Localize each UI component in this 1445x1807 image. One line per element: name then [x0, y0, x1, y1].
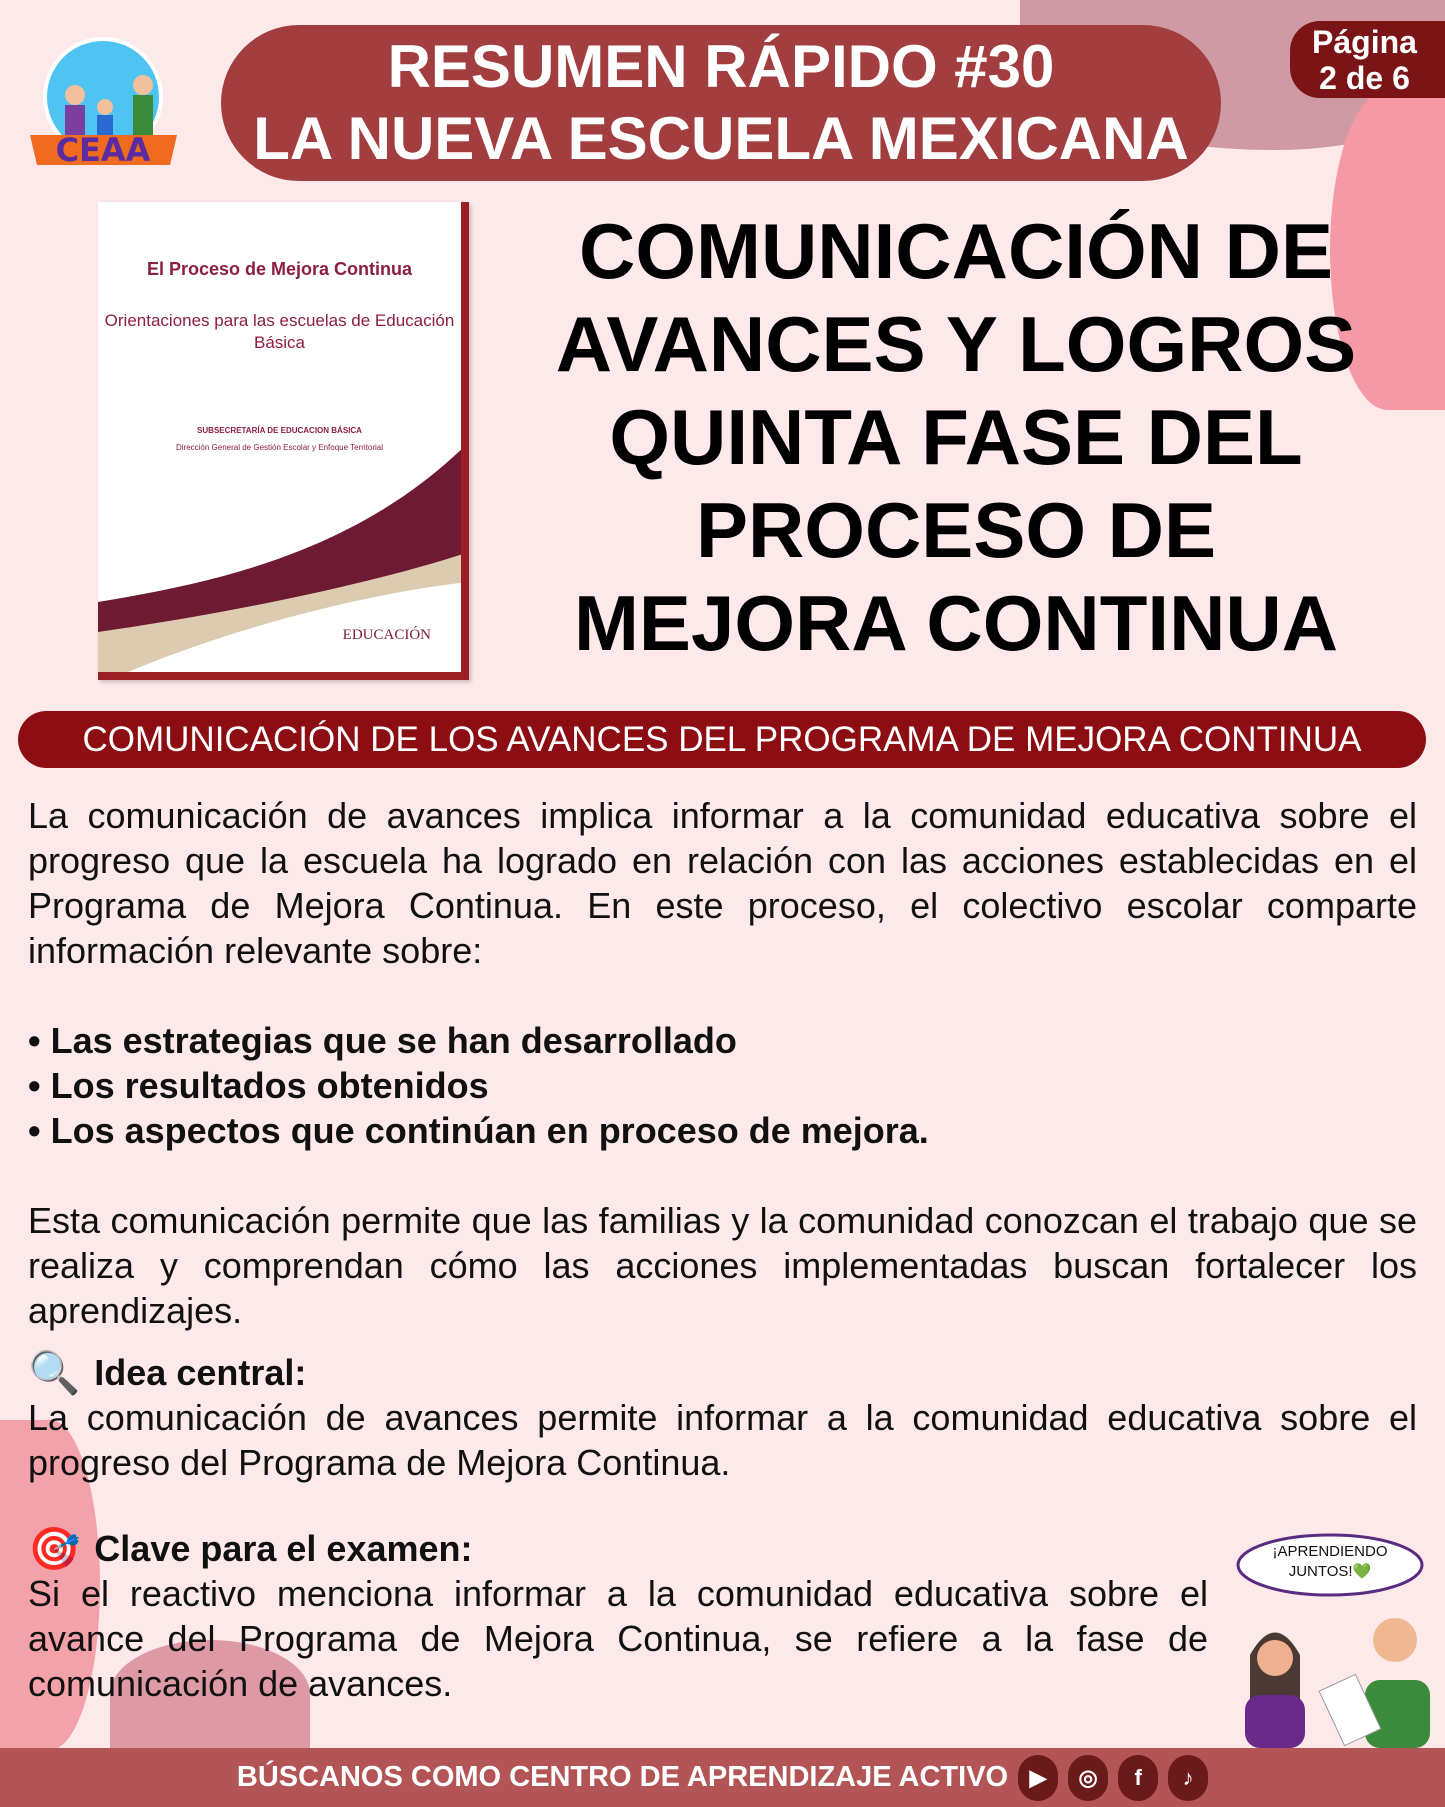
book-org: SUBSECRETARÍA DE EDUCACION BÁSICA: [197, 426, 362, 435]
title-line: PROCESO DE: [695, 486, 1217, 574]
target-icon: 🎯: [28, 1525, 81, 1572]
bullet-item: • Las estrategias que se han desarrollado: [28, 1020, 737, 1061]
page-value: 2 de 6: [1319, 60, 1410, 96]
page-badge: [1290, 21, 1445, 98]
book-brand: EDUCACIÓN: [342, 627, 431, 643]
footer-bar: [0, 1748, 1445, 1807]
bullet-item: • Los resultados obtenidos: [28, 1065, 489, 1106]
idea-text: La comunicación de avances permite informar a la comunidad educativa sobre el progreso del Programa de Mejora Continua.: [28, 1397, 1417, 1483]
intro-paragraph: La comunicación de avances implica informar a la comunidad educativa sobre el progreso que la escuela ha logrado en relación con las acciones establecidas en el Programa de Mejora Continua. En este proceso, el colectivo escolar comparte información relevante sobre:: [28, 795, 1417, 971]
bullet-list: [28, 1018, 1417, 1153]
book-subtitle: Orientaciones para las escuelas de Educación Básica: [104, 311, 455, 352]
title-line: AVANCES Y LOGROS: [555, 300, 1357, 388]
idea-heading: Idea central:: [94, 1352, 307, 1393]
tiktok-icon[interactable]: ♪: [1168, 1755, 1208, 1801]
ceaa-logo: [25, 35, 182, 173]
book-title: El Proceso de Mejora Continua: [146, 259, 413, 279]
magnifier-icon: 🔍: [28, 1349, 81, 1396]
title-line: MEJORA CONTINUA: [573, 579, 1339, 667]
book-cover-image: [98, 202, 469, 680]
youtube-icon[interactable]: ▶: [1018, 1755, 1058, 1801]
page-label: Página: [1312, 24, 1417, 60]
clave-heading: Clave para el examen:: [94, 1528, 473, 1569]
title-line: COMUNICACIÓN DE: [579, 207, 1333, 295]
idea-central: [28, 1350, 1417, 1485]
header-line2: LA NUEVA ESCUELA MEXICANA: [253, 105, 1189, 172]
page-title: [540, 205, 1372, 670]
bubble-text: ¡APRENDIENDO JUNTOS!💚: [1272, 1543, 1388, 1580]
header-pill: [221, 25, 1221, 181]
bullet-item: • Los aspectos que continúan en proceso de mejora.: [28, 1110, 929, 1151]
section-banner: COMUNICACIÓN DE LOS AVANCES DEL PROGRAMA DE MEJORA CONTINUA: [18, 711, 1426, 768]
exam-key: [28, 1526, 1208, 1706]
title-line: QUINTA FASE DEL: [609, 393, 1303, 481]
second-paragraph: Esta comunicación permite que las familias y la comunidad conozcan el trabajo que se realiza y comprendan cómo las acciones implementadas buscan fortalecer los aprendizajes.: [28, 1200, 1417, 1331]
facebook-icon[interactable]: f: [1118, 1755, 1158, 1801]
teachers-illustration: [1230, 1530, 1440, 1748]
clave-text: Si el reactivo menciona informar a la comunidad educativa sobre el avance del Programa de Mejora Continua, se refiere a la fase de comunicación de avances.: [28, 1573, 1208, 1704]
instagram-icon[interactable]: ◎: [1068, 1755, 1108, 1801]
footer-text: BÚSCANOS COMO CENTRO DE APRENDIZAJE ACTIVO: [236, 1761, 1009, 1793]
book-dept: Dirección General de Gestión Escolar y Enfoque Territorial: [175, 443, 384, 452]
header-line1: RESUMEN RÁPIDO #30: [387, 33, 1055, 100]
svg-text:CEAA: CEAA: [55, 131, 151, 169]
